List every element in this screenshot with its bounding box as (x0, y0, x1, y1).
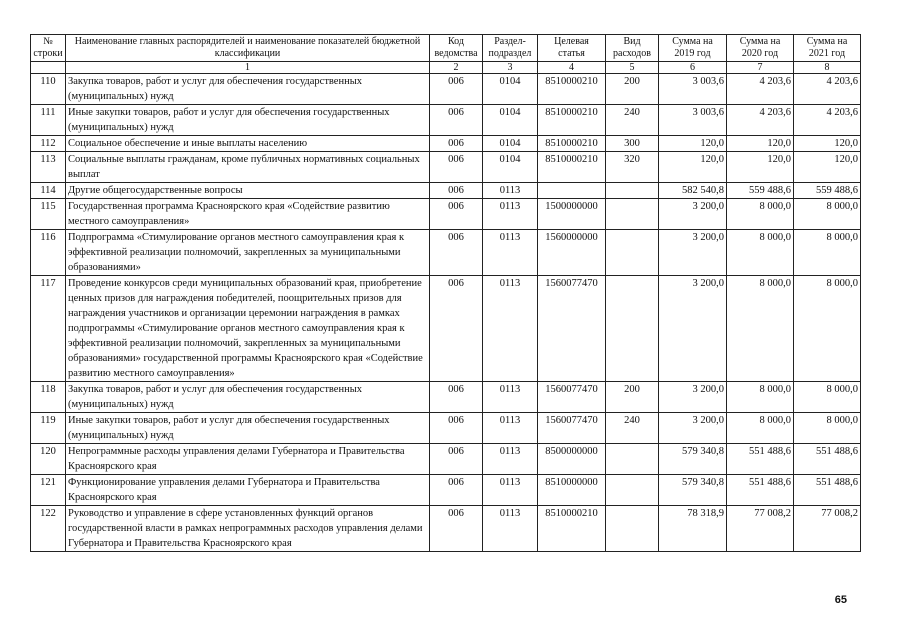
column-number: 6 (659, 62, 727, 74)
row-sum-2021: 120,0 (794, 152, 861, 183)
row-sum-2020: 559 488,6 (727, 183, 794, 199)
row-sum-2019: 3 200,0 (659, 230, 727, 276)
row-sum-2019: 3 200,0 (659, 276, 727, 382)
row-number: 117 (31, 276, 66, 382)
row-sum-2020: 551 488,6 (727, 444, 794, 475)
table-row (31, 105, 861, 136)
row-dept-code: 006 (430, 444, 483, 475)
row-expense-type: 320 (606, 152, 659, 183)
row-name: Проведение конкурсов среди муниципальных образований края, приобретение ценных призов для награждения победителей, поощрительных призов для награждения участников и организации церемонии награждения в рамках подпрограммы «Стимулирование органов местного самоуправления края к эффективной реализации полномочий, закрепленных за муниципальными образованиями» государственной программы Красноярского края «Содействие развитию местного самоуправления» (66, 276, 430, 382)
row-dept-code: 006 (430, 105, 483, 136)
table-row (31, 74, 861, 105)
table-row (31, 444, 861, 475)
row-dept-code: 006 (430, 276, 483, 382)
table-row (31, 506, 861, 552)
row-section: 0104 (483, 74, 538, 105)
row-sum-2021: 8 000,0 (794, 276, 861, 382)
row-number: 114 (31, 183, 66, 199)
table-body (31, 74, 861, 552)
table-row (31, 152, 861, 183)
table-row (31, 413, 861, 444)
row-sum-2019: 3 200,0 (659, 413, 727, 444)
row-sum-2020: 8 000,0 (727, 230, 794, 276)
row-name: Функционирование управления делами Губернатора и Правительства Красноярского края (66, 475, 430, 506)
row-sum-2021: 559 488,6 (794, 183, 861, 199)
row-target-article: 8510000000 (538, 475, 606, 506)
table-header (31, 35, 861, 74)
row-dept-code: 006 (430, 506, 483, 552)
row-expense-type (606, 183, 659, 199)
row-number: 119 (31, 413, 66, 444)
row-expense-type (606, 199, 659, 230)
row-target-article: 8510000210 (538, 152, 606, 183)
row-name: Социальное обеспечение и иные выплаты населению (66, 136, 430, 152)
row-sum-2019: 3 003,6 (659, 74, 727, 105)
table-row (31, 136, 861, 152)
header-sum-2020: Сумма на 2020 год (727, 35, 794, 62)
column-number: 7 (727, 62, 794, 74)
row-sum-2021: 77 008,2 (794, 506, 861, 552)
header-section: Раздел-подраздел (483, 35, 538, 62)
table-row (31, 382, 861, 413)
column-number-row (31, 62, 861, 74)
row-name: Непрограммные расходы управления делами Губернатора и Правительства Красноярского края (66, 444, 430, 475)
header-expense-type: Вид расходов (606, 35, 659, 62)
table-row (31, 183, 861, 199)
row-number: 112 (31, 136, 66, 152)
row-expense-type: 300 (606, 136, 659, 152)
row-target-article: 1500000000 (538, 199, 606, 230)
column-number: 3 (483, 62, 538, 74)
row-name: Другие общегосударственные вопросы (66, 183, 430, 199)
row-number: 110 (31, 74, 66, 105)
row-expense-type (606, 475, 659, 506)
row-sum-2021: 8 000,0 (794, 382, 861, 413)
row-section: 0113 (483, 276, 538, 382)
row-number: 116 (31, 230, 66, 276)
row-section: 0113 (483, 413, 538, 444)
table-row (31, 475, 861, 506)
row-expense-type: 240 (606, 105, 659, 136)
row-sum-2019: 579 340,8 (659, 444, 727, 475)
row-target-article: 1560077470 (538, 413, 606, 444)
row-target-article: 1560000000 (538, 230, 606, 276)
row-name: Иные закупки товаров, работ и услуг для обеспечения государственных (муниципальных) нужд (66, 413, 430, 444)
row-sum-2021: 551 488,6 (794, 444, 861, 475)
header-target-article: Целевая статья (538, 35, 606, 62)
column-number-blank (31, 62, 66, 74)
row-dept-code: 006 (430, 382, 483, 413)
row-number: 121 (31, 475, 66, 506)
column-number: 4 (538, 62, 606, 74)
row-section: 0113 (483, 506, 538, 552)
table-row (31, 230, 861, 276)
row-dept-code: 006 (430, 199, 483, 230)
header-sum-2019: Сумма на 2019 год (659, 35, 727, 62)
row-sum-2020: 4 203,6 (727, 105, 794, 136)
row-target-article: 8510000210 (538, 74, 606, 105)
row-target-article: 8500000000 (538, 444, 606, 475)
row-dept-code: 006 (430, 413, 483, 444)
header-sum-2021: Сумма на 2021 год (794, 35, 861, 62)
budget-table (30, 34, 861, 552)
row-section: 0113 (483, 230, 538, 276)
row-section: 0113 (483, 199, 538, 230)
page-number: 65 (834, 594, 847, 606)
table-row (31, 199, 861, 230)
row-number: 118 (31, 382, 66, 413)
row-dept-code: 006 (430, 152, 483, 183)
row-sum-2020: 8 000,0 (727, 413, 794, 444)
column-number: 5 (606, 62, 659, 74)
column-number: 8 (794, 62, 861, 74)
column-number: 2 (430, 62, 483, 74)
column-number: 1 (66, 62, 430, 74)
row-section: 0113 (483, 475, 538, 506)
row-sum-2021: 551 488,6 (794, 475, 861, 506)
row-sum-2019: 582 540,8 (659, 183, 727, 199)
row-sum-2019: 78 318,9 (659, 506, 727, 552)
row-sum-2020: 77 008,2 (727, 506, 794, 552)
row-expense-type (606, 276, 659, 382)
row-sum-2021: 8 000,0 (794, 199, 861, 230)
row-section: 0113 (483, 382, 538, 413)
budget-sheet (30, 34, 860, 552)
row-sum-2021: 120,0 (794, 136, 861, 152)
row-sum-2020: 4 203,6 (727, 74, 794, 105)
row-expense-type (606, 230, 659, 276)
row-sum-2021: 4 203,6 (794, 105, 861, 136)
row-section: 0113 (483, 183, 538, 199)
row-sum-2019: 579 340,8 (659, 475, 727, 506)
row-name: Руководство и управление в сфере установленных функций органов государственной власти в рамках непрограммных расходов управления делами Губернатора и Правительства Красноярского края (66, 506, 430, 552)
row-name: Социальные выплаты гражданам, кроме публичных нормативных социальных выплат (66, 152, 430, 183)
row-expense-type (606, 506, 659, 552)
row-dept-code: 006 (430, 183, 483, 199)
row-target-article: 8510000210 (538, 136, 606, 152)
row-sum-2021: 8 000,0 (794, 413, 861, 444)
row-dept-code: 006 (430, 475, 483, 506)
row-section: 0104 (483, 152, 538, 183)
row-number: 111 (31, 105, 66, 136)
row-target-article: 1560077470 (538, 276, 606, 382)
row-sum-2020: 8 000,0 (727, 276, 794, 382)
row-target-article: 8510000210 (538, 105, 606, 136)
row-sum-2021: 8 000,0 (794, 230, 861, 276)
row-number: 120 (31, 444, 66, 475)
row-expense-type (606, 444, 659, 475)
row-name: Подпрограмма «Стимулирование органов местного самоуправления края к эффективной реализации полномочий, закрепленных за муниципальными образованиями» (66, 230, 430, 276)
row-section: 0113 (483, 444, 538, 475)
row-sum-2020: 551 488,6 (727, 475, 794, 506)
row-number: 115 (31, 199, 66, 230)
header-name: Наименование главных распорядителей и наименование показателей бюджетной классификации (66, 35, 430, 62)
row-dept-code: 006 (430, 136, 483, 152)
row-target-article: 8510000210 (538, 506, 606, 552)
row-dept-code: 006 (430, 230, 483, 276)
row-target-article (538, 183, 606, 199)
row-section: 0104 (483, 105, 538, 136)
row-sum-2019: 120,0 (659, 136, 727, 152)
row-expense-type: 200 (606, 382, 659, 413)
row-sum-2019: 3 003,6 (659, 105, 727, 136)
row-target-article: 1560077470 (538, 382, 606, 413)
row-sum-2019: 120,0 (659, 152, 727, 183)
table-row (31, 276, 861, 382)
row-section: 0104 (483, 136, 538, 152)
row-name: Закупка товаров, работ и услуг для обеспечения государственных (муниципальных) нужд (66, 74, 430, 105)
row-dept-code: 006 (430, 74, 483, 105)
header-row (31, 35, 861, 62)
row-sum-2020: 120,0 (727, 136, 794, 152)
row-expense-type: 200 (606, 74, 659, 105)
row-sum-2021: 4 203,6 (794, 74, 861, 105)
row-sum-2020: 120,0 (727, 152, 794, 183)
row-sum-2019: 3 200,0 (659, 382, 727, 413)
row-sum-2020: 8 000,0 (727, 199, 794, 230)
header-row-number: № строки (31, 35, 66, 62)
row-sum-2019: 3 200,0 (659, 199, 727, 230)
row-number: 122 (31, 506, 66, 552)
row-expense-type: 240 (606, 413, 659, 444)
row-sum-2020: 8 000,0 (727, 382, 794, 413)
row-name: Иные закупки товаров, работ и услуг для обеспечения государственных (муниципальных) нужд (66, 105, 430, 136)
header-dept-code: Код ведомства (430, 35, 483, 62)
row-name: Закупка товаров, работ и услуг для обеспечения государственных (муниципальных) нужд (66, 382, 430, 413)
row-number: 113 (31, 152, 66, 183)
row-name: Государственная программа Красноярского края «Содействие развитию местного самоуправления» (66, 199, 430, 230)
